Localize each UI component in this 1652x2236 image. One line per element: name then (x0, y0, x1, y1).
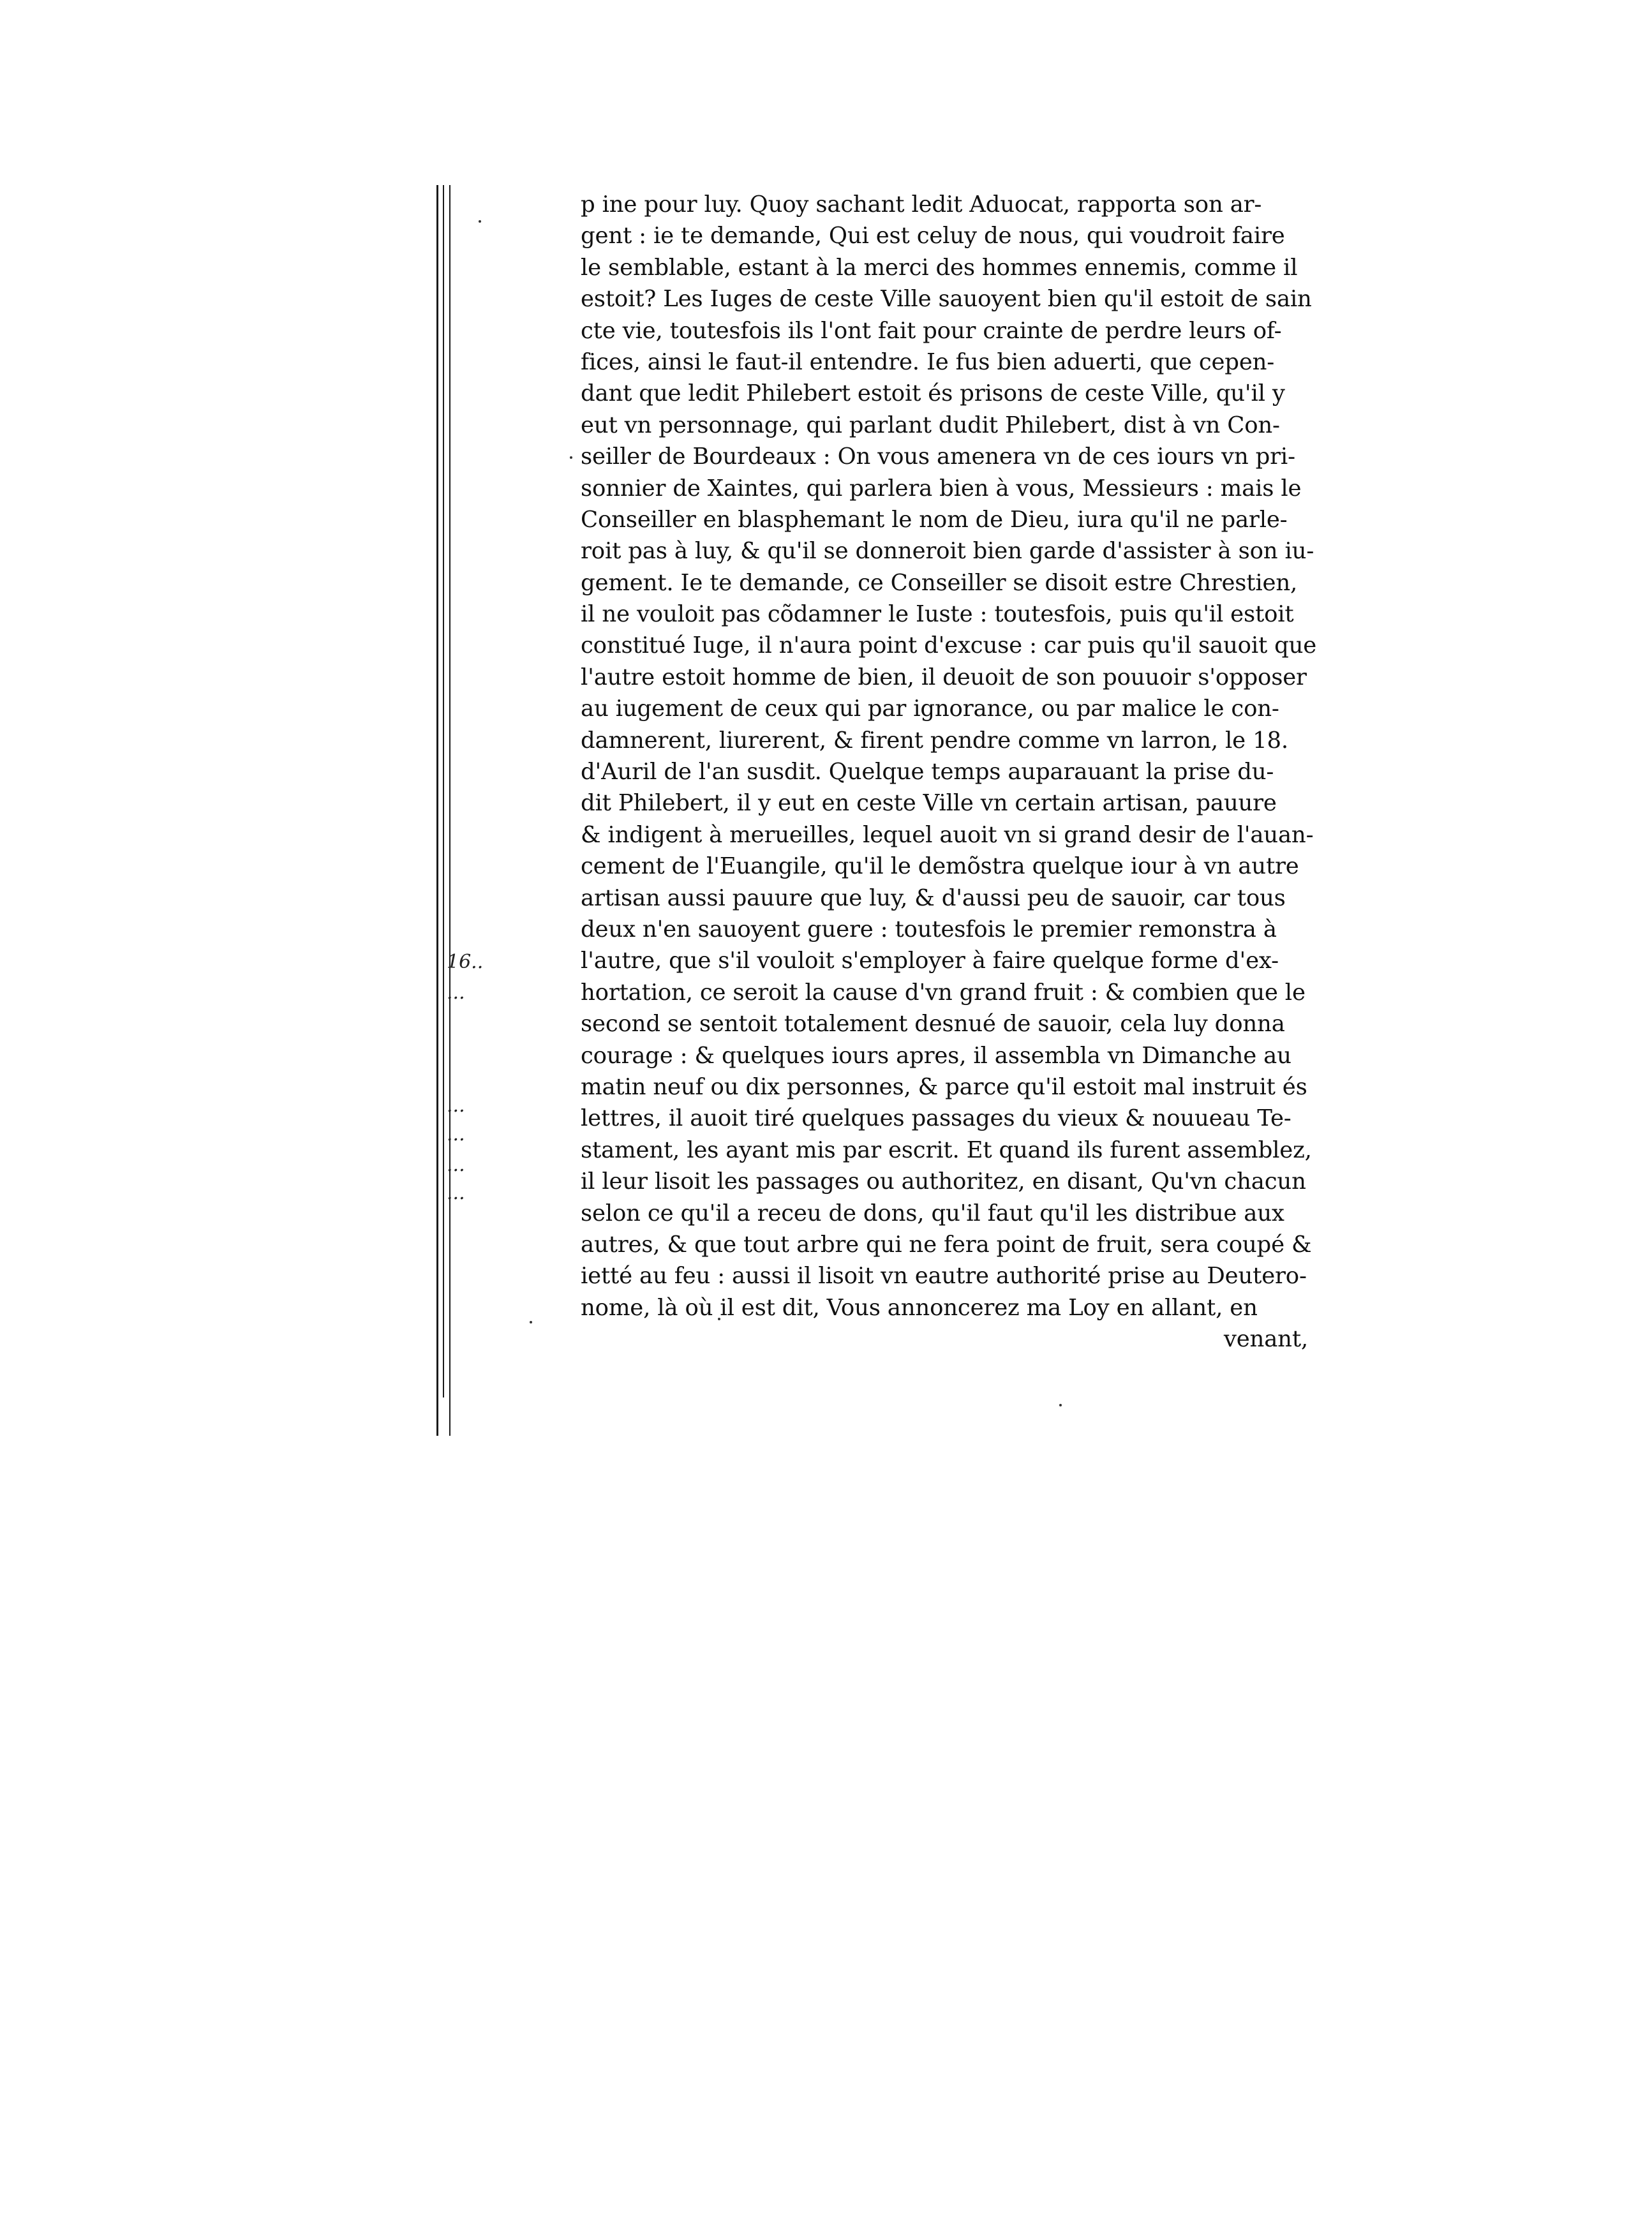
text-line: gement. Ie te demande, ce Conseiller se disoit estre Chrestien, (581, 569, 1298, 596)
gutter-rule (436, 185, 438, 1436)
text-line: & indigent à merueilles, lequel auoit vn si grand desir de l'auan- (581, 821, 1314, 848)
text-line: nome, là où il est dit, Vous annoncerez ma Loy en allant, en (581, 1294, 1258, 1321)
text-line: estoit? Les Iuges de ceste Ville sauoyent bien qu'il estoit de sain (581, 286, 1312, 313)
text-line: roit pas à luy, & qu'il se donneroit bien garde d'assister à son iu- (581, 538, 1314, 565)
text-line: autres, & que tout arbre qui ne fera point de fruit, sera coupé & (581, 1231, 1312, 1258)
text-line: stament, les ayant mis par escrit. Et quand ils furent assemblez, (581, 1137, 1312, 1163)
text-line: artisan aussi pauure que luy, & d'aussi peu de sauoir, car tous (581, 884, 1286, 911)
ink-speck (530, 1321, 532, 1323)
text-line: cte vie, toutesfois ils l'ont fait pour crainte de perdre leurs of- (581, 317, 1282, 344)
margin-note: ... (447, 1123, 465, 1145)
text-line: Conseiller en blasphemant le nom de Dieu, iura qu'il ne parle- (581, 506, 1288, 533)
catchword: venant, (1223, 1326, 1308, 1353)
body-text (581, 189, 1317, 1355)
gutter-rule (449, 185, 450, 1436)
ink-speck (1059, 1404, 1062, 1406)
text-line: p ine pour luy. Quoy sachant ledit Aduocat, rapporta son ar- (581, 191, 1262, 218)
margin-note: ... (447, 981, 465, 1004)
text-line: fices, ainsi le faut-il entendre. Ie fus bien aduerti, que cepen- (581, 348, 1275, 375)
ink-speck (479, 220, 481, 223)
margin-note: ... (447, 1094, 465, 1117)
text-line: sonnier de Xaintes, qui parlera bien à vous, Messieurs : mais le (581, 475, 1302, 502)
text-line: dit Philebert, il y eut en ceste Ville vn certain artisan, pauure (581, 790, 1277, 817)
text-line: gent : ie te demande, Qui est celuy de nous, qui voudroit faire (581, 223, 1285, 250)
text-line: il leur lisoit les passages ou authoritez, en disant, Qu'vn chacun (581, 1168, 1306, 1195)
text-line: l'autre estoit homme de bien, il deuoit de son pouuoir s'opposer (581, 664, 1307, 690)
text-line: constitué Iuge, il n'aura point d'excuse : car puis qu'il sauoit que (581, 632, 1317, 659)
margin-note: 16.. (447, 951, 484, 973)
margin-note: ... (447, 1154, 465, 1176)
text-line: cement de l'Euangile, qu'il le demõstra quelque iour à vn autre (581, 853, 1299, 880)
text-line: deux n'en sauoyent guere : toutesfois le premier remonstra à (581, 916, 1277, 943)
margin-note: ... (447, 1182, 465, 1204)
text-line: il ne vouloit pas cõdamner le Iuste : toutesfois, puis qu'il estoit (581, 601, 1294, 628)
text-line: ietté au feu : aussi il lisoit vn eautre authorité prise au Deutero- (581, 1263, 1307, 1290)
text-line: hortation, ce seroit la cause d'vn grand fruit : & combien que le (581, 979, 1306, 1006)
text-line: d'Auril de l'an susdit. Quelque temps auparauant la prise du- (581, 759, 1274, 786)
text-line: seiller de Bourdeaux : On vous amenera vn de ces iours vn pri- (581, 443, 1295, 470)
ink-speck (570, 456, 572, 459)
text-line: selon ce qu'il a receu de dons, qu'il faut qu'il les distribue aux (581, 1200, 1284, 1226)
text-line: au iugement de ceux qui par ignorance, ou par malice le con- (581, 696, 1279, 722)
text-line: dant que ledit Philebert estoit és prisons de ceste Ville, qu'il y (581, 380, 1285, 407)
gutter-rule (443, 185, 444, 1398)
binding-gutter (434, 185, 479, 1436)
text-line: lettres, il auoit tiré quelques passages du vieux & nouueau Te- (581, 1105, 1291, 1132)
text-line: courage : & quelques iours apres, il assembla vn Dimanche au (581, 1042, 1291, 1069)
text-line: le semblable, estant à la merci des hommes ennemis, comme il (581, 254, 1298, 281)
text-line: l'autre, que s'il vouloit s'employer à faire quelque forme d'ex- (581, 948, 1279, 974)
text-line: eut vn personnage, qui parlant dudit Philebert, dist à vn Con- (581, 412, 1280, 438)
text-line: matin neuf ou dix personnes, & parce qu'il estoit mal instruit és (581, 1073, 1307, 1100)
text-line: damnerent, liurerent, & firent pendre comme vn larron, le 18. (581, 727, 1288, 754)
text-line: second se sentoit totalement desnué de sauoir, cela luy donna (581, 1011, 1285, 1038)
